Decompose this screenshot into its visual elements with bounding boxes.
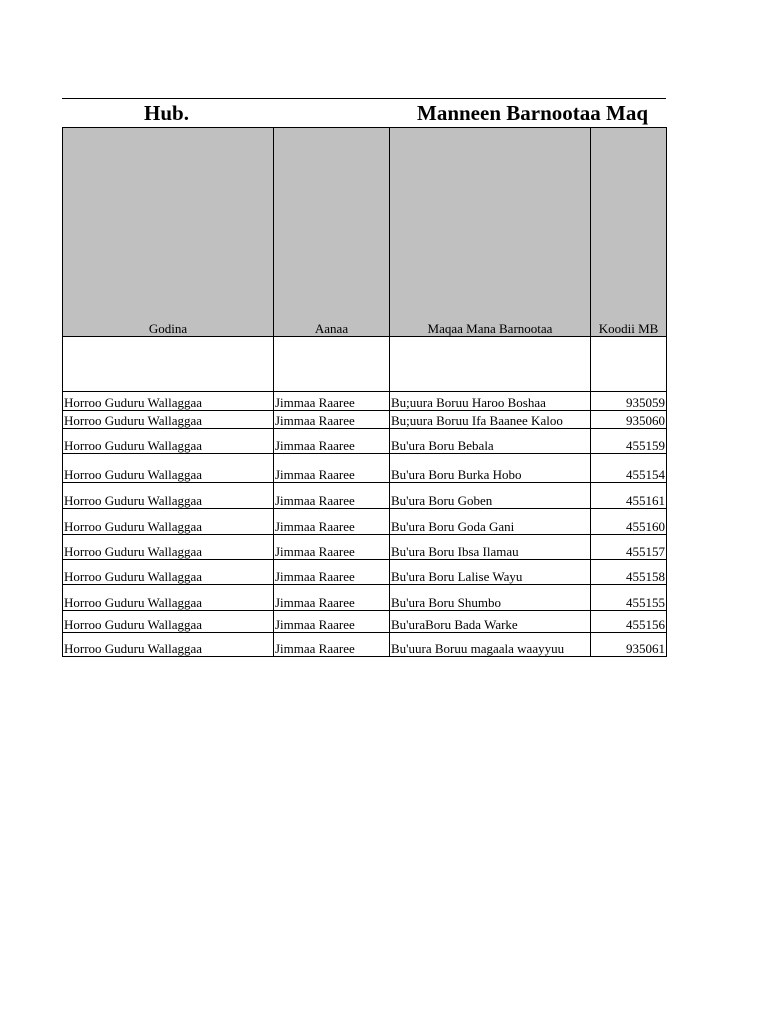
- cell-aanaa: Jimmaa Raaree: [274, 633, 390, 657]
- blank-cell: [274, 337, 390, 392]
- blank-cell: [390, 337, 591, 392]
- cell-school-name: Bu'ura Boru Burka Hobo: [390, 454, 591, 483]
- school-table: [62, 127, 667, 657]
- cell-godina: Horroo Guduru Wallaggaa: [63, 560, 274, 585]
- cell-aanaa: Jimmaa Raaree: [274, 392, 390, 411]
- cell-godina: Horroo Guduru Wallaggaa: [63, 429, 274, 454]
- col-header-aanaa: Aanaa: [274, 128, 390, 337]
- cell-school-name: Bu;uura Boruu Haroo Boshaa: [390, 392, 591, 411]
- table-row: [63, 429, 667, 454]
- table-row: [63, 535, 667, 560]
- cell-aanaa: Jimmaa Raaree: [274, 585, 390, 611]
- col-header-code: Koodii MB: [591, 128, 667, 337]
- top-rule: [62, 98, 666, 99]
- cell-godina: Horroo Guduru Wallaggaa: [63, 454, 274, 483]
- cell-aanaa: Jimmaa Raaree: [274, 429, 390, 454]
- blank-cell: [63, 337, 274, 392]
- cell-godina: Horroo Guduru Wallaggaa: [63, 483, 274, 509]
- cell-code: 455155: [591, 585, 667, 611]
- table-row: [63, 633, 667, 657]
- cell-code: 455157: [591, 535, 667, 560]
- cell-godina: Horroo Guduru Wallaggaa: [63, 633, 274, 657]
- cell-code: 935061: [591, 633, 667, 657]
- cell-godina: Horroo Guduru Wallaggaa: [63, 392, 274, 411]
- cell-aanaa: Jimmaa Raaree: [274, 535, 390, 560]
- cell-code: 935059: [591, 392, 667, 411]
- table-row: [63, 483, 667, 509]
- table-body: [63, 337, 667, 657]
- cell-code: 455156: [591, 611, 667, 633]
- table-row: [63, 411, 667, 429]
- cell-school-name: Bu;uura Boruu Ifa Baanee Kaloo: [390, 411, 591, 429]
- cell-godina: Horroo Guduru Wallaggaa: [63, 509, 274, 535]
- cell-school-name: Bu'ura Boru Goda Gani: [390, 509, 591, 535]
- cell-godina: Horroo Guduru Wallaggaa: [63, 585, 274, 611]
- cell-school-name: Bu'uraBoru Bada Warke: [390, 611, 591, 633]
- cell-godina: Horroo Guduru Wallaggaa: [63, 411, 274, 429]
- blank-cell: [591, 337, 667, 392]
- cell-code: 455158: [591, 560, 667, 585]
- table-row: [63, 454, 667, 483]
- cell-code: 455159: [591, 429, 667, 454]
- cell-school-name: Bu'ura Boru Goben: [390, 483, 591, 509]
- table-row: [63, 392, 667, 411]
- title-hub: Hub.: [144, 101, 189, 125]
- cell-godina: Horroo Guduru Wallaggaa: [63, 611, 274, 633]
- cell-code: 455154: [591, 454, 667, 483]
- table-row: [63, 560, 667, 585]
- cell-aanaa: Jimmaa Raaree: [274, 454, 390, 483]
- cell-code: 935060: [591, 411, 667, 429]
- title-main: Manneen Barnootaa Maq: [417, 101, 648, 125]
- cell-school-name: Bu'ura Boru Shumbo: [390, 585, 591, 611]
- cell-aanaa: Jimmaa Raaree: [274, 611, 390, 633]
- col-header-school-name: Maqaa Mana Barnootaa: [390, 128, 591, 337]
- blank-row: [63, 337, 667, 392]
- cell-aanaa: Jimmaa Raaree: [274, 509, 390, 535]
- table-row: [63, 585, 667, 611]
- cell-code: 455161: [591, 483, 667, 509]
- table-row: [63, 611, 667, 633]
- cell-school-name: Bu'ura Boru Bebala: [390, 429, 591, 454]
- cell-aanaa: Jimmaa Raaree: [274, 560, 390, 585]
- cell-aanaa: Jimmaa Raaree: [274, 411, 390, 429]
- header-row: [63, 128, 667, 337]
- cell-school-name: Bu'uura Boruu magaala waayyuu: [390, 633, 591, 657]
- cell-aanaa: Jimmaa Raaree: [274, 483, 390, 509]
- cell-code: 455160: [591, 509, 667, 535]
- col-header-godina: Godina: [63, 128, 274, 337]
- cell-school-name: Bu'ura Boru Ibsa Ilamau: [390, 535, 591, 560]
- cell-school-name: Bu'ura Boru Lalise Wayu: [390, 560, 591, 585]
- table-row: [63, 509, 667, 535]
- cell-godina: Horroo Guduru Wallaggaa: [63, 535, 274, 560]
